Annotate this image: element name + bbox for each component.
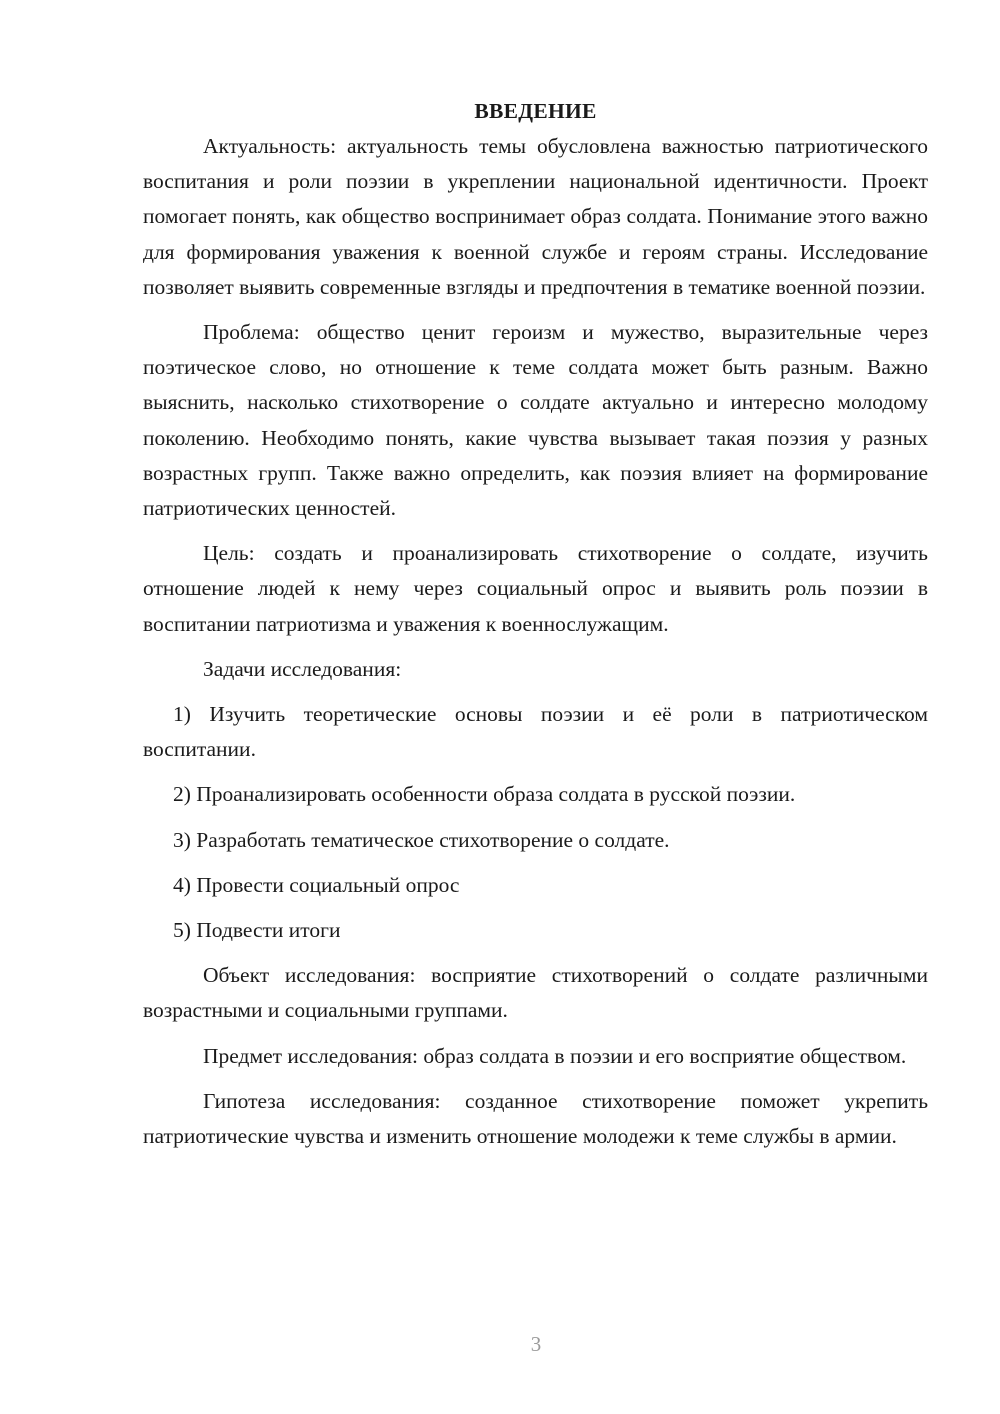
list-item: 4) Провести социальный опрос	[173, 872, 460, 897]
page-title: ВВЕДЕНИЕ	[474, 99, 597, 123]
subject-paragraph: Предмет исследования: образ солдата в поэзии и его восприятие обществом.	[203, 1043, 907, 1068]
list-item: 3) Разработать тематическое стихотворение о солдате.	[173, 827, 670, 852]
list-item: 2) Проанализировать особенности образа солдата в русской поэзии.	[173, 782, 796, 807]
tasks-heading: Задачи исследования:	[203, 656, 402, 681]
tasks-list	[143, 697, 928, 948]
object-paragraph: Объект исследования: восприятие стихотворений о солдате различными возрастными и социальными группами.	[143, 963, 928, 1023]
relevance-paragraph: Актуальность: актуальность темы обусловлена важностью патриотического воспитания и роли поэзии в укреплении национальной идентичности. Проект помогает понять, как общество воспринимает образ солдата. Понимание этого важно для формирования уважения к военной службе и героям страны. Исследование позволяет выявить современные взгляды и предпочтения в тематике военной поэзии.	[143, 134, 928, 299]
list-item: 1) Изучить теоретические основы поэзии и её роли в патриотическом воспитании.	[143, 702, 928, 762]
goal-paragraph: Цель: создать и проанализировать стихотворение о солдате, изучить отношение людей к нему через социальный опрос и выявить роль поэзии в воспитании патриотизма и уважения к военнослужащим.	[143, 541, 928, 636]
hypothesis-paragraph: Гипотеза исследования: созданное стихотворение поможет укрепить патриотические чувства и изменить отношение молодежи к теме службы в армии.	[143, 1088, 928, 1149]
page-number: 3	[530, 1332, 542, 1356]
document-page	[143, 94, 928, 1164]
problem-paragraph: Проблема: общество ценит героизм и мужество, выразительные через поэтическое слово, но отношение к теме солдата может быть разным. Важно выяснить, насколько стихотворение о солдате актуально и интересно молодому поколению. Необходимо понять, какие чувства вызывает такая поэзия у разных возрастных групп. Также важно определить, как поэзия влияет на формирование патриотических ценностей.	[143, 320, 928, 521]
list-item: 5) Подвести итоги	[173, 918, 341, 943]
